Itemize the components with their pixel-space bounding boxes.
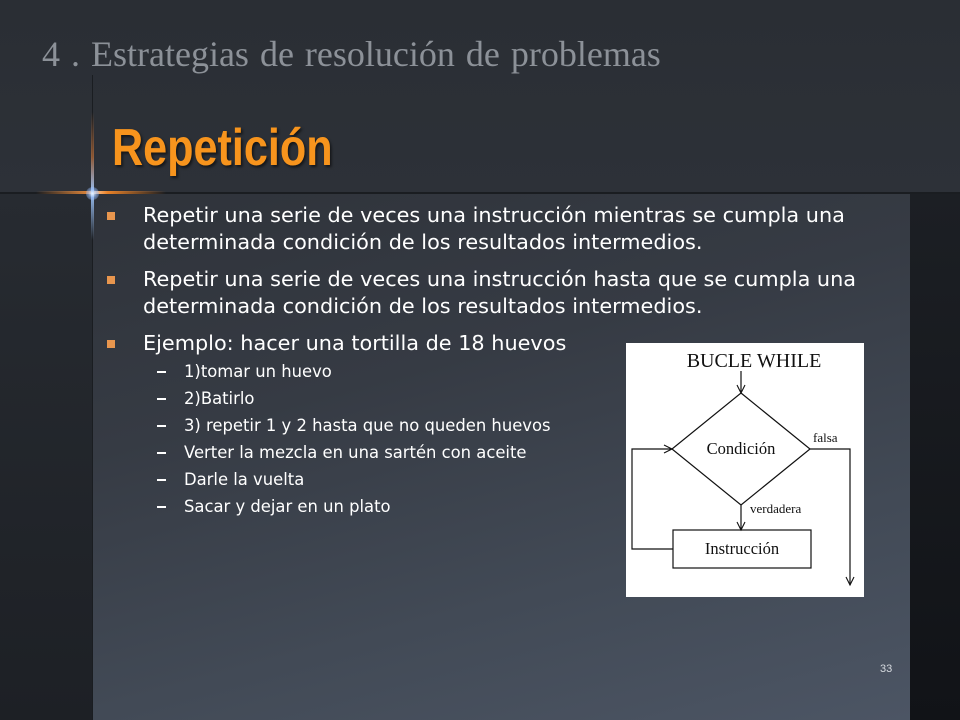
- bullet-line: Repetir una serie de veces una instrucción mientras se cumpla una: [143, 203, 845, 227]
- sub-bullet-text: 3) repetir 1 y 2 hasta que no queden huevos: [184, 416, 551, 435]
- sub-bullet-item: [184, 439, 551, 466]
- right-side-panel: [910, 194, 960, 720]
- false-branch-arrow: [810, 449, 850, 585]
- false-label: falsa: [813, 430, 838, 445]
- slide-heading: Repetición: [112, 119, 333, 177]
- square-bullet-icon: [107, 212, 115, 220]
- true-label: verdadera: [750, 501, 802, 516]
- dash-bullet-icon: [157, 506, 166, 508]
- section-title: 4 . Estrategias de resolución de problemas: [42, 34, 661, 74]
- while-loop-flowchart: [626, 343, 864, 597]
- dash-bullet-icon: [157, 398, 166, 400]
- left-side-panel: [0, 194, 92, 720]
- sub-bullet-text: Darle la vuelta: [184, 470, 305, 489]
- bullet-line: determinada condición de los resultados intermedios.: [143, 230, 703, 254]
- page-number: 33: [880, 663, 893, 675]
- example-steps-list: [184, 358, 551, 520]
- condition-label: Condición: [706, 439, 776, 458]
- bullet-item: [143, 266, 856, 320]
- bullet-line: Repetir una serie de veces una instrucción hasta que se cumpla una: [143, 267, 857, 291]
- square-bullet-icon: [107, 340, 115, 348]
- bullet-line: determinada condición de los resultados intermedios.: [143, 294, 703, 318]
- flowchart-title: BUCLE WHILE: [686, 350, 822, 372]
- sub-bullet-item: [184, 493, 551, 520]
- sub-bullet-text: Sacar y dejar en un plato: [184, 497, 391, 516]
- dash-bullet-icon: [157, 479, 166, 481]
- sub-bullet-item: [184, 466, 551, 493]
- square-bullet-icon: [107, 276, 115, 284]
- bullet-item: [143, 330, 566, 357]
- sub-bullet-item: [184, 358, 551, 385]
- sub-bullet-text: Verter la mezcla en una sartén con aceite: [184, 443, 527, 462]
- sub-bullet-item: [184, 385, 551, 412]
- while-loop-diagram: [626, 343, 864, 597]
- decorative-glow-vertical: [91, 112, 94, 240]
- sub-bullet-item: [184, 412, 551, 439]
- loop-back-arrow: [632, 449, 673, 549]
- instruction-label: Instrucción: [704, 539, 780, 558]
- decorative-glow-horizontal: [36, 191, 166, 194]
- dash-bullet-icon: [157, 425, 166, 427]
- sub-bullet-text: 1)tomar un huevo: [184, 362, 332, 381]
- dash-bullet-icon: [157, 452, 166, 454]
- dash-bullet-icon: [157, 371, 166, 373]
- sub-bullet-text: 2)Batirlo: [184, 389, 255, 408]
- decorative-star-icon: [86, 187, 99, 200]
- bullet-line: Ejemplo: hacer una tortilla de 18 huevos: [143, 331, 567, 355]
- bullet-item: [143, 202, 845, 256]
